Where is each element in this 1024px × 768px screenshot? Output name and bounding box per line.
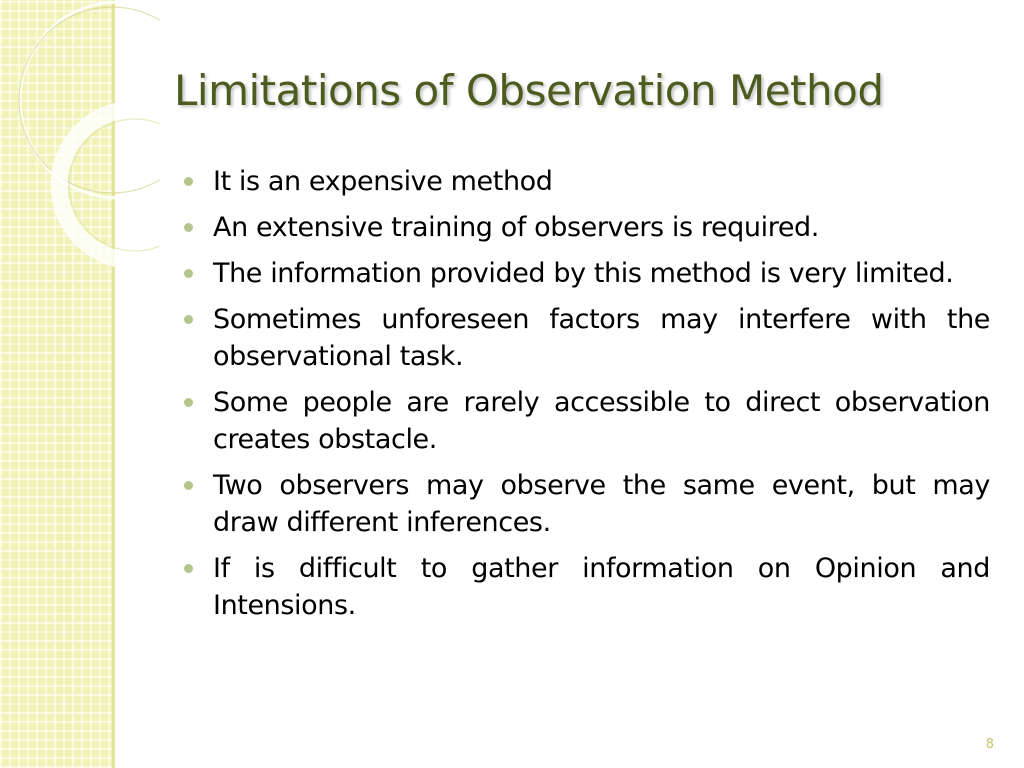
bullet-text: The information provided by this method is very limited. <box>213 258 954 289</box>
bullet-icon <box>184 315 193 324</box>
bullet-item <box>184 384 990 458</box>
side-panel-pattern <box>0 0 112 768</box>
bullet-item <box>184 209 990 246</box>
bullet-icon <box>184 223 193 232</box>
bullet-icon <box>184 398 193 407</box>
bullet-text: An extensive training of observers is required. <box>213 212 819 243</box>
bullet-text: Two observers may observe the same event, but may draw different inferences. <box>213 470 990 538</box>
bullet-item <box>184 163 990 200</box>
bullet-icon <box>184 481 193 490</box>
bullet-item <box>184 467 990 541</box>
side-panel-edge <box>112 0 115 768</box>
bullet-item <box>184 301 990 375</box>
bullet-list <box>184 163 990 633</box>
bullet-text: Some people are rarely accessible to direct observation creates obstacle. <box>213 387 990 455</box>
bullet-icon <box>184 177 193 186</box>
bullet-text: If is difficult to gather information on Opinion and Intensions. <box>213 553 990 621</box>
bullet-icon <box>184 564 193 573</box>
slide-title: Limitations of Observation Method <box>174 66 884 115</box>
bullet-item <box>184 550 990 624</box>
page-number: 8 <box>985 737 994 752</box>
bullet-text: It is an expensive method <box>213 166 553 197</box>
bullet-item <box>184 255 990 292</box>
bullet-text: Sometimes unforeseen factors may interfere with the observational task. <box>213 304 990 372</box>
bullet-icon <box>184 269 193 278</box>
